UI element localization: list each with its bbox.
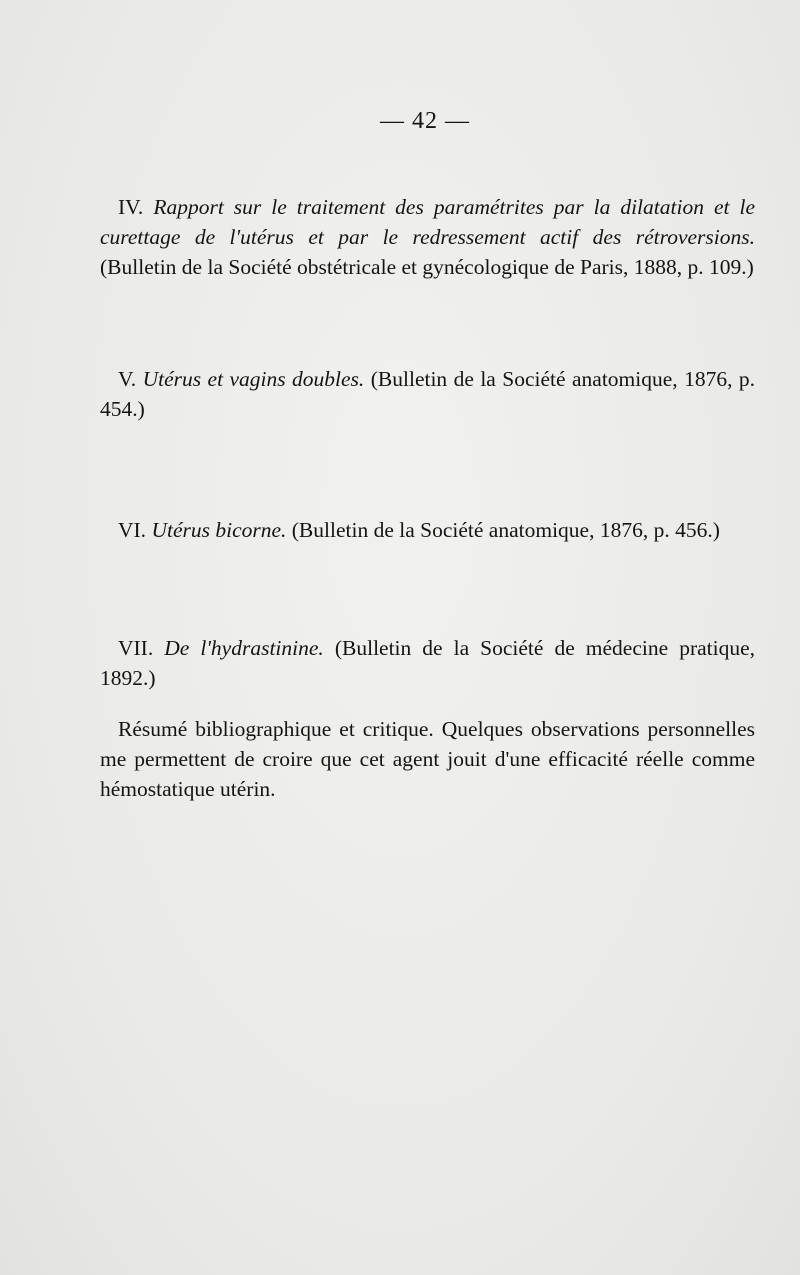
page-number: — 42 —: [380, 108, 470, 134]
summary-paragraph: Résumé bibliographique et critique. Quelques observations personnelles me permettent de croire que cet agent jouit d'une efficacité réelle comme hémostatique utérin.: [100, 716, 755, 801]
entry-title: De l'hydrastinine.: [164, 635, 324, 660]
bibliography-entry: [100, 192, 755, 282]
entry-source: (Bulletin de la Société anatomique, 1876, p. 454.): [100, 366, 756, 421]
entry-number: VI.: [118, 517, 147, 542]
entry-title: Utérus bicorne.: [151, 517, 287, 542]
entry-number: IV.: [118, 194, 144, 219]
bibliography-entry: [100, 515, 755, 545]
entry-source: (Bulletin de la Société anatomique, 1876, p. 456.): [291, 517, 720, 542]
entry-title: Utérus et vagins doubles.: [142, 366, 365, 391]
entry-source: (Bulletin de la Société obstétricale et gynécologique de Paris, 1888, p. 109.): [100, 254, 754, 279]
entry-number: V.: [118, 366, 137, 391]
entry-title: Rapport sur le traitement des paramétrites par la dilatation et le curettage de l'utérus et par le redressement actif des rétroversions.: [100, 194, 755, 249]
entry-source: (Bulletin de la Société de médecine pratique, 1892.): [100, 635, 756, 690]
bibliography-entry: [100, 633, 755, 693]
entry-number: VII.: [118, 635, 154, 660]
bibliography-entry: [100, 364, 755, 424]
